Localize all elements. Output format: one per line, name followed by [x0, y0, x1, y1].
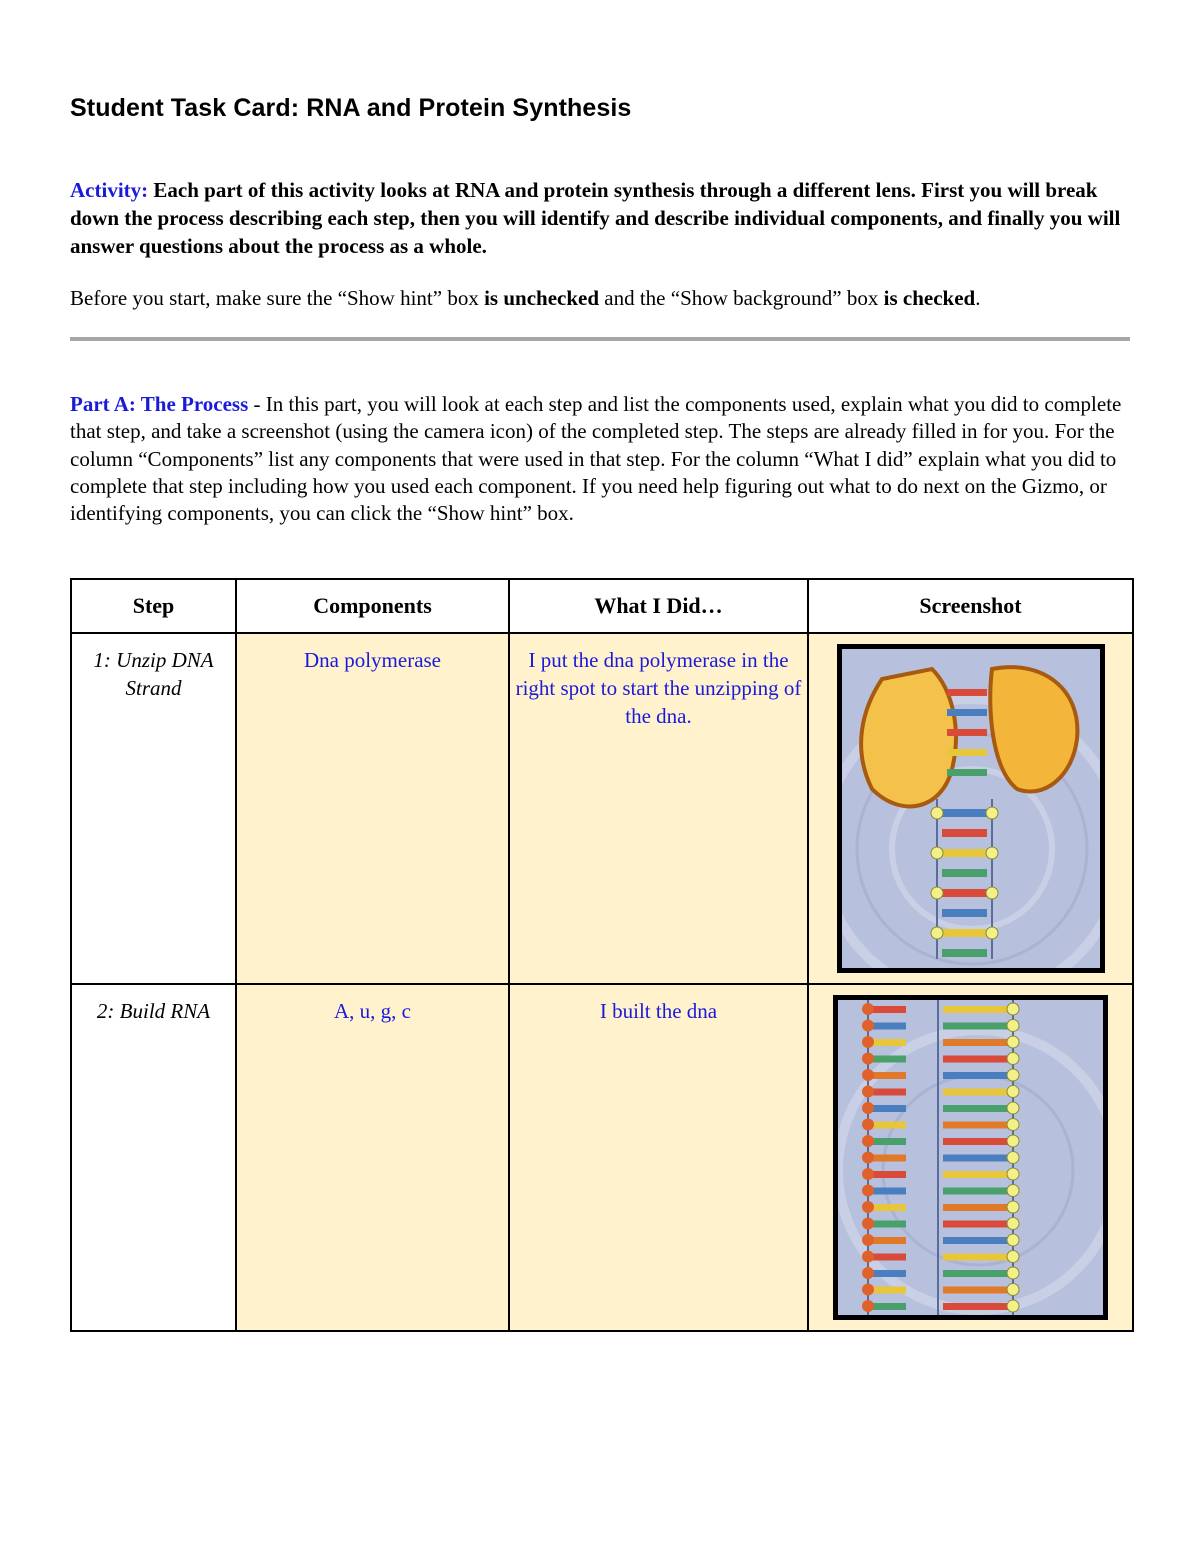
process-table [70, 578, 1134, 1332]
part-a-text: - In this part, you will look at each step and list the components used, explain what you did to complete that step, and take a screenshot (using the camera icon) of the completed step. The steps are already filled in for you. For the column “Components” list any components that were used in that step. For the column “What I did” explain what you did to complete that step including how you used each component. If you need help figuring out what to do next on the Gizmo, or identifying components, you can click the “Show hint” box. [70, 392, 1122, 526]
before-bold-2: is checked [883, 286, 976, 310]
screenshot-image-build-rna [833, 995, 1108, 1320]
activity-text: Each part of this activity looks at RNA and protein synthesis through a different lens. First you will break down the process describing each step, then you will identify and describe individual components, and finally you will answer questions about the process as a whole. [70, 178, 1121, 258]
what-i-did-cell: I put the dna polymerase in the right spot to start the unzipping of the dna. [509, 633, 808, 984]
before-bold-1: is unchecked [484, 286, 600, 310]
components-cell: Dna polymerase [236, 633, 509, 984]
activity-label: Activity: [70, 178, 149, 202]
before-text-3: . [975, 286, 981, 310]
page-title: Student Task Card: RNA and Protein Synthesis [70, 94, 632, 122]
part-a-label: Part A: The Process [70, 392, 249, 416]
screenshot-cell [808, 984, 1133, 1331]
horizontal-divider [70, 337, 1130, 341]
screenshot-image-unzip-dna [837, 644, 1105, 973]
screenshot-cell [808, 633, 1133, 984]
components-cell: A, u, g, c [236, 984, 509, 1331]
what-i-did-cell: I built the dna [509, 984, 808, 1331]
before-paragraph [70, 284, 1130, 312]
header-screenshot: Screenshot [808, 579, 1133, 633]
step-cell: 2: Build RNA [71, 984, 236, 1331]
before-text-1: Before you start, make sure the “Show hint” box [70, 286, 485, 310]
table-row [71, 633, 1133, 984]
header-components: Components [236, 579, 509, 633]
header-step: Step [71, 579, 236, 633]
before-text-2: and the “Show background” box [599, 286, 884, 310]
step-cell: 1: Unzip DNA Strand [71, 633, 236, 984]
table-header-row [71, 579, 1133, 633]
part-a-paragraph [70, 391, 1130, 527]
table-row [71, 984, 1133, 1331]
activity-paragraph [70, 176, 1130, 260]
header-what-i-did: What I Did… [509, 579, 808, 633]
